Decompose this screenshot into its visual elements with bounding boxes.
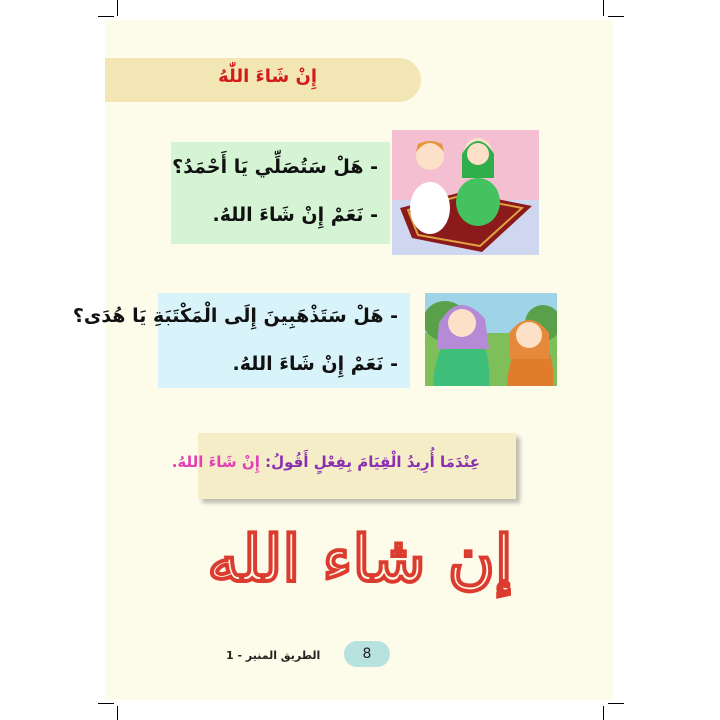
dialog2-question: - هَلْ سَتَذْهَبِينَ إِلَى الْمَكْتَبَةِ يَا هُدَى؟ [72, 305, 398, 327]
crop-mark [608, 703, 624, 704]
two-girls-illustration [425, 293, 557, 386]
rule-note-phrase: إِنْ شَاءَ اللهُ. [171, 453, 260, 471]
page-title: إِنْ شَاءَ اللّٰهُ [218, 66, 317, 87]
crop-mark [98, 703, 114, 704]
dialog-box-1 [171, 142, 390, 244]
crop-mark [603, 706, 604, 720]
page-number: 8 [344, 641, 390, 667]
book-series-footer: الطريق المنير - 1 [226, 649, 321, 662]
crop-mark [117, 0, 118, 16]
crop-mark [117, 706, 118, 720]
rule-note-box [171, 433, 516, 499]
rule-note-prefix: عِنْدَمَا أُرِيدُ الْقِيَامَ بِفِعْلٍ أَقُولُ: [265, 453, 480, 471]
dialog1-question: - هَلْ سَتُصَلِّي يَا أَحْمَدُ؟ [172, 156, 378, 178]
dialog2-answer: - نَعَمْ إِنْ شَاءَ اللهُ. [232, 353, 398, 375]
outlined-phrase: إن شاء الله [207, 522, 513, 597]
crop-mark [603, 0, 604, 16]
rule-note [172, 453, 480, 471]
crop-mark [98, 16, 114, 17]
praying-children-illustration [392, 130, 539, 255]
title-banner [105, 58, 421, 102]
dialog-box-2 [72, 293, 410, 388]
dialog1-answer: - نَعَمْ إِنْ شَاءَ اللهُ. [212, 204, 378, 226]
crop-mark [608, 16, 624, 17]
